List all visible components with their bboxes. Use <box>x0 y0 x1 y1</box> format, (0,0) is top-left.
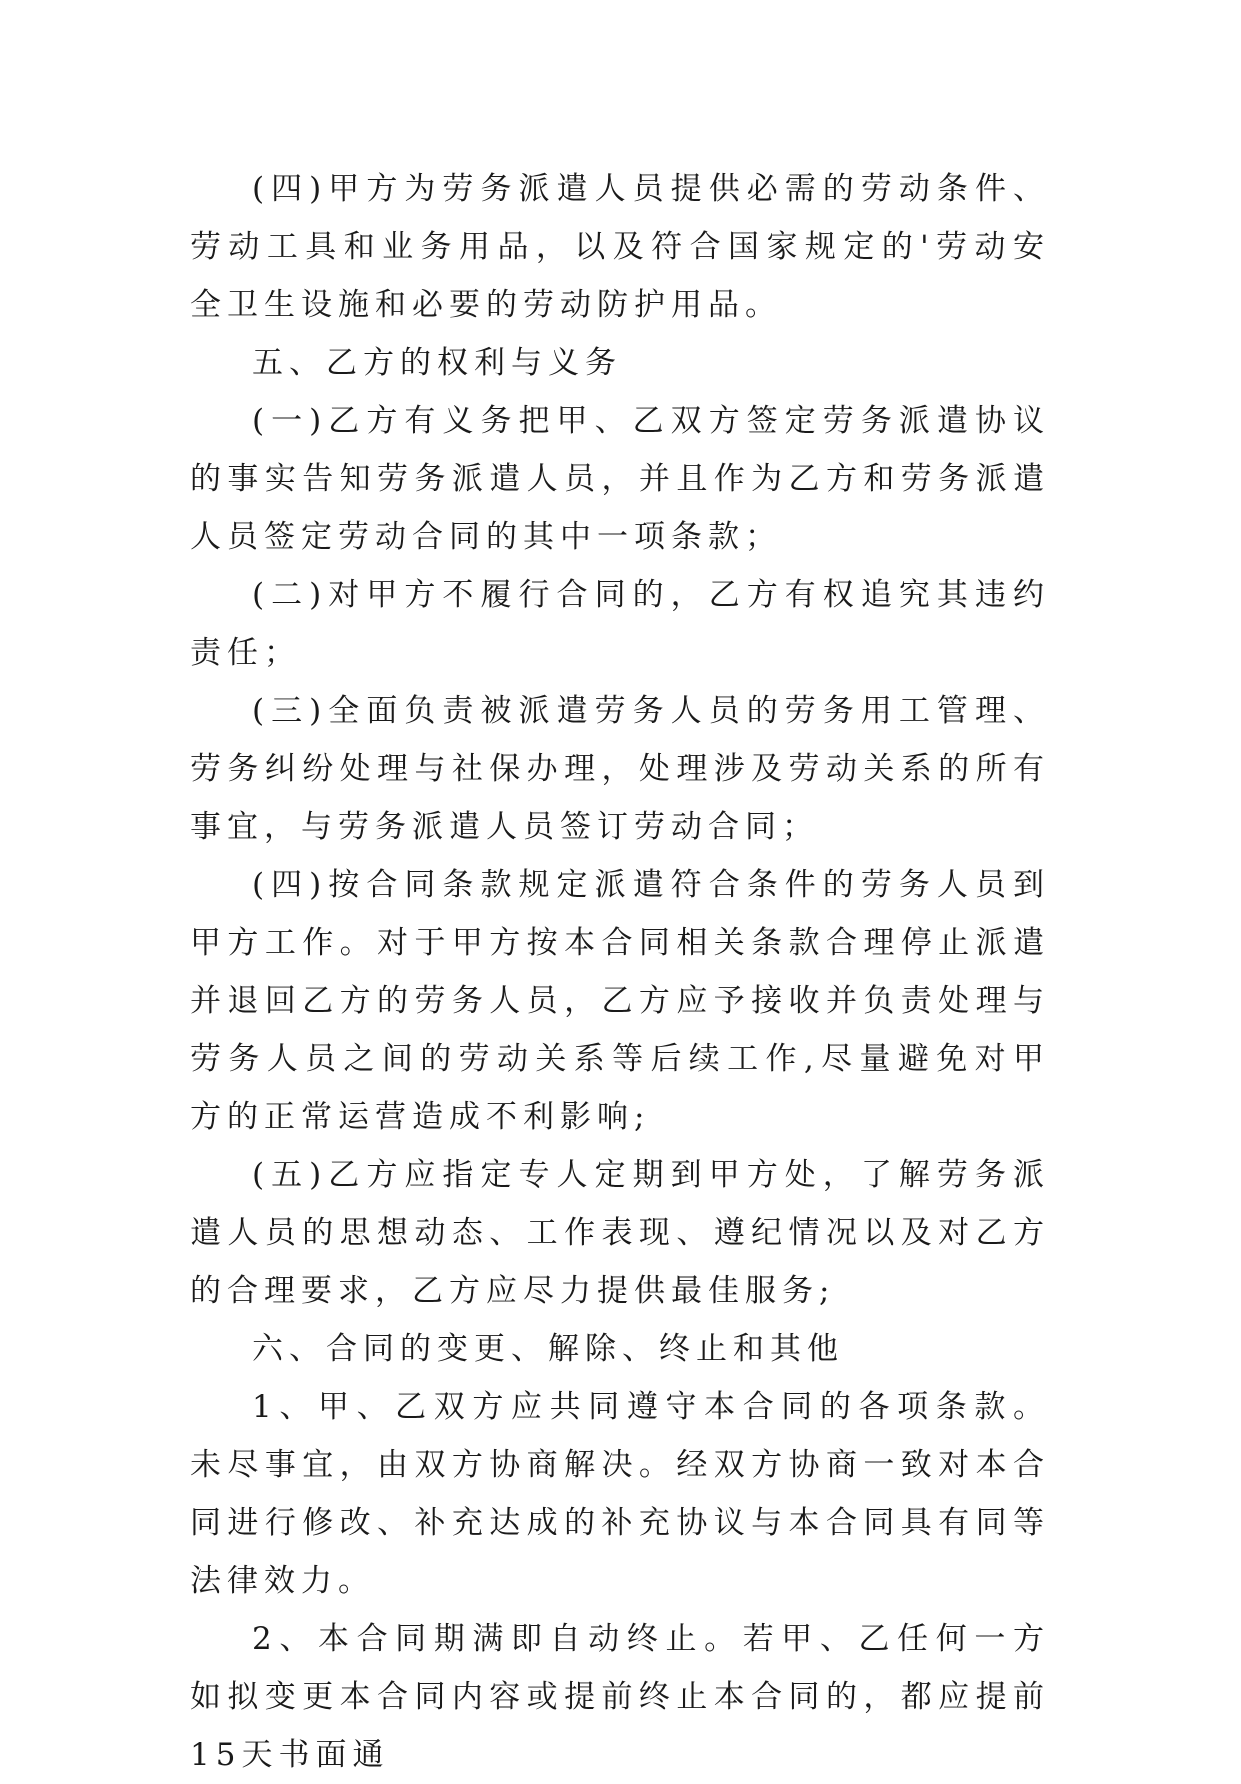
paragraph-6-1: 1、甲、乙双方应共同遵守本合同的各项条款。未尽事宜，由双方协商解决。经双方协商一致对本合同进行修改、补充达成的补充协议与本合同具有同等法律效力。 <box>190 1389 1050 1599</box>
paragraph-5-1: (一)乙方有义务把甲、乙双方签定劳务派遣协议的事实告知劳务派遣人员，并且作为乙方和劳务派遣人员签定劳动合同的其中一项条款； <box>190 403 1050 555</box>
document-body <box>190 160 1050 1784</box>
paragraph-5-5: (五)乙方应指定专人定期到甲方处，了解劳务派遣人员的思想动态、工作表现、遵纪情况以及对乙方的合理要求，乙方应尽力提供最佳服务; <box>190 1157 1050 1309</box>
paragraph-6-2: 2、本合同期满即自动终止。若甲、乙任何一方如拟变更本合同内容或提前终止本合同的，都应提前15天书面通 <box>190 1621 1050 1773</box>
section-heading-5: 五、乙方的权利与义务 <box>252 345 622 381</box>
section-heading-6: 六、合同的变更、解除、终止和其他 <box>252 1331 844 1367</box>
paragraph-5-3: (三)全面负责被派遣劳务人员的劳务用工管理、劳务纠纷处理与社保办理，处理涉及劳动关系的所有事宜，与劳务派遣人员签订劳动合同； <box>190 693 1050 845</box>
paragraph-5-4: (四)按合同条款规定派遣符合条件的劳务人员到甲方工作。对于甲方按本合同相关条款合理停止派遣并退回乙方的劳务人员，乙方应予接收并负责处理与劳务人员之间的劳动关系等后续工作,尽量避免对甲方的正常运营造成不利影响; <box>190 867 1050 1135</box>
paragraph-5-2: (二)对甲方不履行合同的，乙方有权追究其违约责任； <box>190 577 1050 671</box>
paragraph-4-4: (四)甲方为劳务派遣人员提供必需的劳动条件、劳动工具和业务用品，以及符合国家规定的'劳动安全卫生设施和必要的劳动防护用品。 <box>190 171 1050 323</box>
